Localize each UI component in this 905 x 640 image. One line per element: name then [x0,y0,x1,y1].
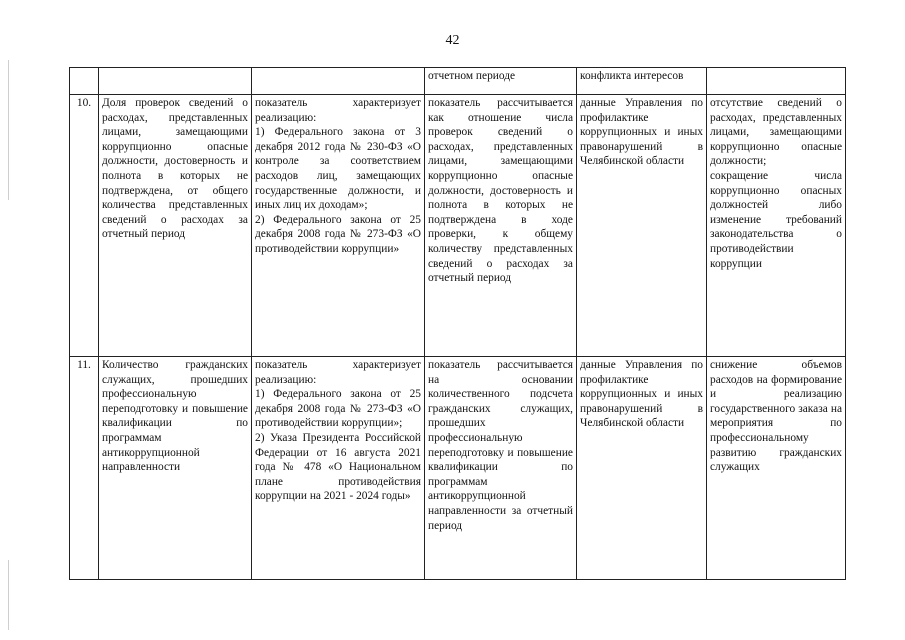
indicator-source: данные Управления по профилактике коррупционных и иных правонарушений в Челябинской области [577,95,707,357]
scan-margin-mark [8,60,9,200]
continuation-row [70,68,846,95]
row-number: 11. [70,357,99,580]
indicator-source: данные Управления по профилактике коррупционных и иных правонарушений в Челябинской области [577,357,707,580]
indicator-name: Доля проверок сведений о расходах, представленных лицами, замещающими коррупционно опасные должности, достоверность и полнота в которых не подтверждена, от общего количества представленных сведений о расходах за отчетный период [99,95,252,357]
characteristic-line: 2) Федерального закона от 25 декабря 2008 года № 273-ФЗ «О противодействии коррупции» [255,213,421,255]
characteristic-line: 1) Федерального закона от 3 декабря 2012 года № 230-ФЗ «О контроле за соответствием расходов лиц, замещающих государственные должности, и иных лиц их доходам»; [255,126,421,212]
indicator-calculation: показатель рассчитывается как отношение числа проверок сведений о расходах, представленных лицами, замещающими коррупционно опасные должности, достоверность и полнота в которых не подтверждена в ходе проверки, к общему количеству представленных сведений о расходах за отчетный период [425,95,577,357]
scan-margin-mark [8,560,9,630]
characteristic-line: показатель характеризует реализацию: [255,359,421,386]
indicator-characteristic [252,357,425,580]
continuation-cell-calculation: отчетном периоде [425,68,577,95]
indicator-name: Количество гражданских служащих, прошедших профессиональную переподготовку и повышение квалификации по программам антикоррупционной направленности [99,357,252,580]
continuation-cell-number [70,68,99,95]
page-number: 42 [445,33,460,48]
indicator-characteristic [252,95,425,357]
continuation-cell-name [99,68,252,95]
table-row [70,95,846,357]
continuation-cell-source: конфликта интересов [577,68,707,95]
result-line: снижение объемов расходов на формирование и реализацию государственного заказа на мероприятия по профессиональному развитию гражданских служащих [710,359,842,474]
continuation-cell-result [707,68,846,95]
continuation-cell-characteristic [252,68,425,95]
result-line: сокращение числа коррупционно опасных должностей либо изменение требований законодательства о противодействии коррупции [710,169,842,270]
row-number: 10. [70,95,99,357]
result-line: отсутствие сведений о расходах, представленных лицами, замещающими коррупционно опасные должности; [710,97,842,168]
characteristic-line: 2) Указа Президента Российской Федерации от 16 августа 2021 года № 478 «О Национальном плане противодействия коррупции на 2021 - 2024 годы» [255,431,421,503]
indicator-result [707,357,846,580]
indicator-calculation: показатель рассчитывается на основании количественного подсчета гражданских служащих, прошедших профессиональную переподготовку и повышение квалификации по программам антикоррупционной направленности за отчетный период [425,357,577,580]
table-row [70,357,846,580]
characteristic-line: показатель характеризует реализацию: [255,97,421,124]
indicator-result [707,95,846,357]
indicators-table [69,67,846,580]
characteristic-line: 1) Федерального закона от 25 декабря 2008 года № 273-ФЗ «О противодействии коррупции»; [255,388,421,430]
